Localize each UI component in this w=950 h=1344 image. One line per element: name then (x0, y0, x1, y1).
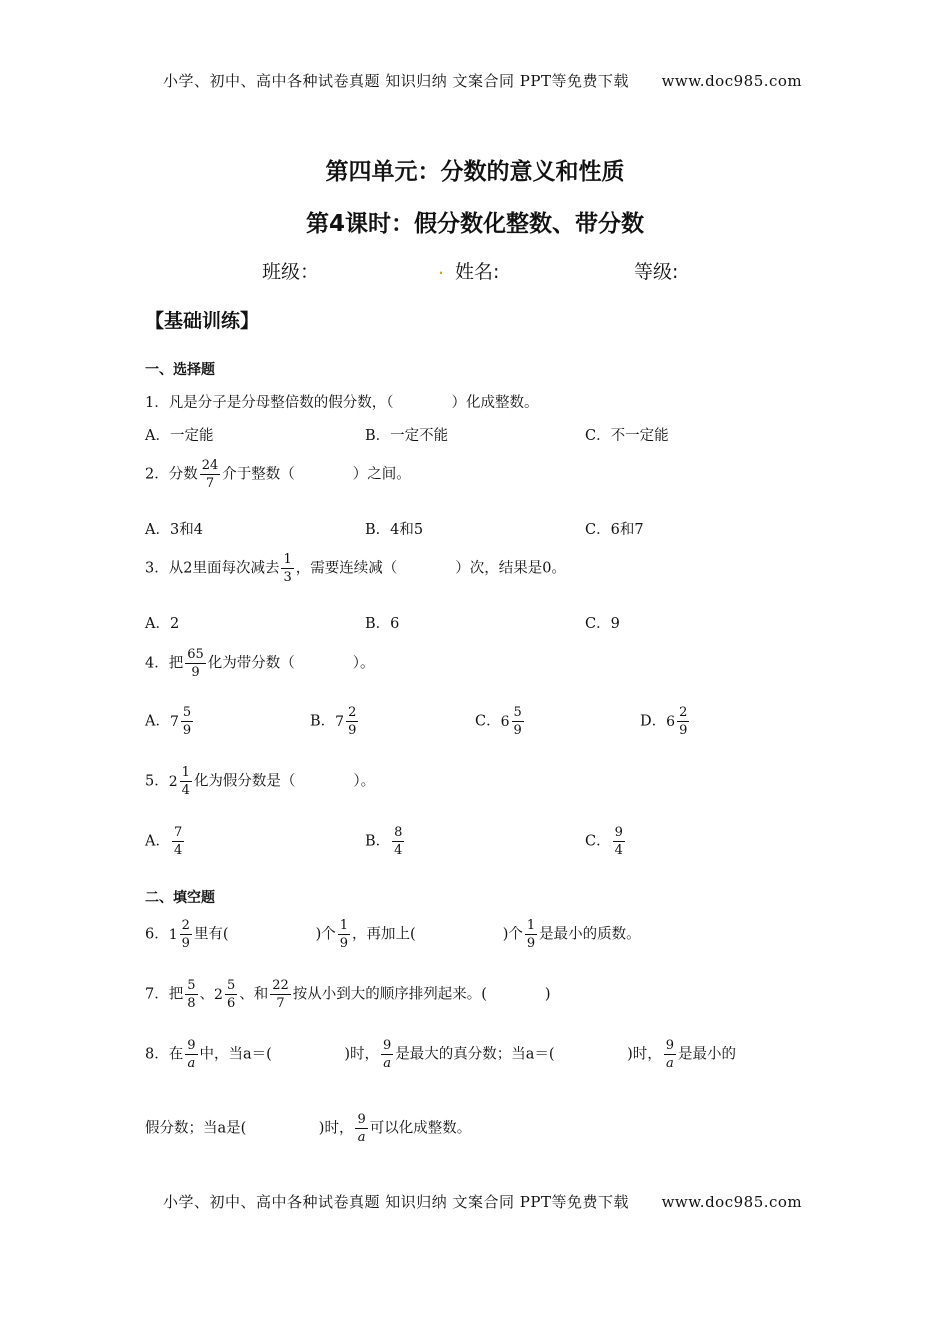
fraction: $\frac{9}{a}$ (187, 1038, 196, 1071)
lesson-title: 第4课时：假分数化整数、带分数 (305, 211, 644, 237)
fraction: $\frac{9}{a}$ (382, 1038, 392, 1071)
info-dot: . (438, 257, 445, 279)
q5-option-a: A． $\frac{7}{4}$ (145, 825, 183, 858)
q3-option-c: C．9 (585, 616, 620, 632)
q6-stem: 6．1 $\frac{2}{9}$ 里有( )个 $\frac{1}{9}$ ，再加上( )个 $\frac{1}{9}$ 是最小的质数。 (145, 918, 641, 951)
q5-stem: 5．2 $\frac{1}{4}$ 化为假分数是（ ）。 (145, 765, 376, 798)
q4-option-a: A．7 $\frac{5}{9}$ (145, 705, 192, 738)
fraction: $\frac{9}{a}$ (357, 1112, 366, 1145)
q1-option-b: B．一定不能 (365, 428, 449, 444)
q8-stem-line2: 假分数；当a是( )时， $\frac{9}{a}$ 可以化成整数。 (145, 1112, 472, 1145)
q4-option-b: B．7 $\frac{2}{9}$ (310, 705, 357, 738)
fraction: $\frac{5}{8}$ (187, 978, 196, 1011)
q5-option-b: B． $\frac{8}{4}$ (365, 825, 403, 858)
fraction: $\frac{1}{4}$ (181, 765, 190, 798)
part2-heading: 二、填空题 (145, 890, 215, 906)
fraction: $\frac{1}{9}$ (526, 918, 536, 951)
q2-option-c: C．6和7 (585, 522, 644, 538)
page-footer (163, 1191, 802, 1212)
section-basic-heading: 【基础训练】 (145, 310, 260, 332)
fraction: $\frac{5}{9}$ (513, 705, 522, 738)
footer-url[interactable]: www.doc985.com (661, 1193, 803, 1211)
q2-option-b: B．4和5 (365, 522, 424, 538)
grade-label: 等级: (634, 261, 679, 283)
fraction: $\frac{2}{9}$ (181, 918, 190, 951)
fraction: $\frac{1}{9}$ (339, 918, 349, 951)
fraction: $\frac{5}{9}$ (182, 705, 192, 738)
q1-stem: 1．凡是分子是分母整倍数的假分数，（ ）化成整数。 (145, 395, 539, 411)
fraction: $\frac{2}{9}$ (679, 705, 688, 738)
q1-option-c: C．不一定能 (585, 428, 669, 444)
name-label: 姓名: (455, 261, 500, 283)
q4-option-d: D．6 $\frac{2}{9}$ (640, 705, 688, 738)
q3-option-b: B．6 (365, 616, 400, 632)
q8-stem-line1: 8．在 $\frac{9}{a}$ 中，当a＝( )时， $\frac{9}{a}$ 是最大的真分数；当a＝( )时， $\frac{9}{a}$ 是最小的 (145, 1038, 737, 1071)
q3-option-a: A．2 (145, 616, 180, 632)
header-text: 小学、初中、高中各种试卷真题 知识归纳 文案合同 PPT等免费下载 (163, 72, 629, 90)
page-header (163, 70, 802, 91)
page-title: 第四单元：分数的意义和性质 (325, 159, 625, 185)
fraction: $\frac{9}{a}$ (665, 1038, 675, 1071)
fraction: $\frac{65}{9}$ (187, 647, 204, 680)
part1-heading: 一、选择题 (145, 362, 215, 378)
fraction: $\frac{1}{3}$ (283, 552, 292, 585)
fraction: $\frac{5}{6}$ (226, 978, 236, 1011)
footer-text: 小学、初中、高中各种试卷真题 知识归纳 文案合同 PPT等免费下载 (163, 1193, 629, 1211)
q5-option-c: C． $\frac{9}{4}$ (585, 825, 623, 858)
fraction: $\frac{2}{9}$ (348, 705, 357, 738)
header-url[interactable]: www.doc985.com (661, 72, 803, 90)
q7-stem: 7．把 $\frac{5}{8}$ 、2 $\frac{5}{6}$ 、和 $\frac{22}{7}$ 按从小到大的顺序排列起来。( ) (145, 978, 551, 1011)
q3-stem: 3．从2里面每次减去 $\frac{1}{3}$ ，需要连续减（ ）次，结果是0。 (145, 552, 566, 585)
fraction: $\frac{8}{4}$ (394, 825, 403, 858)
class-label: 班级： (262, 261, 320, 283)
q4-option-c: C．6 $\frac{5}{9}$ (475, 705, 522, 738)
q1-option-a: A．一定能 (145, 428, 214, 444)
q2-option-a: A．3和4 (145, 522, 203, 538)
fraction: $\frac{9}{4}$ (614, 825, 623, 858)
fraction: $\frac{22}{7}$ (272, 978, 289, 1011)
q4-stem: 4．把 $\frac{65}{9}$ 化为带分数（ ）。 (145, 647, 375, 680)
q2-stem: 2．分数 $\frac{24}{7}$ 介于整数（ ）之间。 (145, 458, 411, 491)
fraction: $\frac{24}{7}$ (201, 458, 219, 491)
fraction: $\frac{7}{4}$ (173, 825, 183, 858)
